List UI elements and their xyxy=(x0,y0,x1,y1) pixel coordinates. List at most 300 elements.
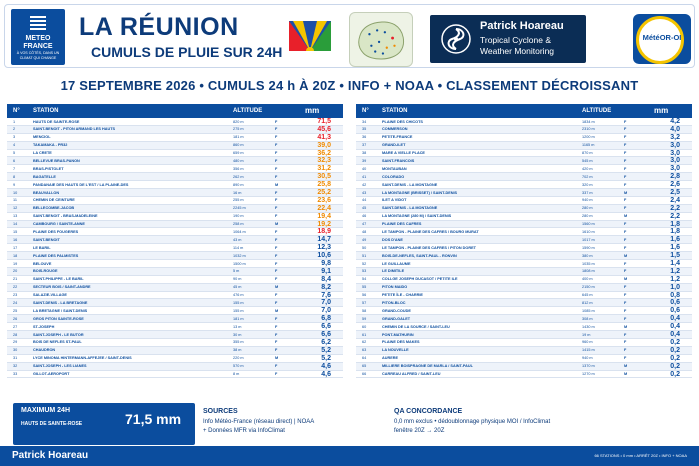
row-station: HAUTS DE SAINTE-ROSE xyxy=(33,119,80,124)
table-row xyxy=(356,221,692,229)
row-source: F xyxy=(275,253,278,258)
row-value: 3,0 xyxy=(670,141,680,149)
col-mm: mm xyxy=(305,106,320,115)
row-value: 1,6 xyxy=(670,236,680,244)
row-station: SAINT-JOSEPH - LES LIANES xyxy=(33,364,87,369)
row-value: 6,6 xyxy=(321,331,331,339)
row-altitude: 890 m xyxy=(233,182,244,187)
footer-bar xyxy=(0,446,699,466)
table-row xyxy=(7,252,343,260)
row-altitude: 155 m xyxy=(233,300,244,305)
row-station: GILLOT-AEROPORT xyxy=(33,372,70,376)
row-rank: 55 xyxy=(362,285,367,290)
row-source: F xyxy=(624,316,627,321)
row-source: M xyxy=(624,372,628,376)
row-altitude: 181 m xyxy=(233,316,244,321)
row-value: 2,4 xyxy=(670,196,680,204)
row-station: LA BRETAGNE / SAINT-DENIS xyxy=(33,308,88,313)
row-value: 0,2 xyxy=(670,354,680,362)
row-value: 4,0 xyxy=(670,125,680,133)
row-rank: 4 xyxy=(13,143,16,148)
row-station: SAINT-BENOIT - PITON ARMAND LES HAUTS xyxy=(33,127,116,132)
row-station: PITON MAIDO xyxy=(382,285,408,290)
row-source: F xyxy=(275,277,278,282)
row-rank: 21 xyxy=(13,277,18,282)
table-row xyxy=(356,292,692,300)
row-altitude: 38 m xyxy=(233,348,242,353)
table-row xyxy=(7,150,343,158)
ranking-table-left xyxy=(7,104,343,378)
table-row xyxy=(356,236,692,244)
row-altitude: 114 m xyxy=(233,245,244,250)
row-value: 4,6 xyxy=(321,362,331,370)
row-station: LE TAMPON - PLAINE DES CAFRES / PITON DORET xyxy=(382,245,476,250)
row-rank: 54 xyxy=(362,277,367,282)
row-source: F xyxy=(624,269,627,274)
row-value: 6,6 xyxy=(321,323,331,331)
row-source: F xyxy=(624,356,627,361)
row-rank: 46 xyxy=(362,214,367,219)
row-source: F xyxy=(275,151,278,156)
row-rank: 26 xyxy=(13,316,18,321)
row-altitude: 1032 m xyxy=(233,253,246,258)
partner-name: Patrick Hoareau xyxy=(480,20,564,32)
row-altitude: 320 m xyxy=(582,182,593,187)
row-value: 0,2 xyxy=(670,362,680,370)
row-station: SECTEUR BOIS / SAINT-ANDRE xyxy=(33,285,91,290)
table-row xyxy=(356,268,692,276)
row-altitude: 258 m xyxy=(233,222,244,227)
row-value: 1,5 xyxy=(670,252,680,260)
row-source: F xyxy=(275,206,278,211)
table-row xyxy=(356,307,692,315)
row-source: M xyxy=(275,222,279,227)
row-value: 32,3 xyxy=(317,157,331,165)
row-source: F xyxy=(275,174,278,179)
row-source: M xyxy=(624,253,628,258)
meteor-oi-logo xyxy=(633,14,691,64)
row-source: F xyxy=(275,158,278,163)
row-altitude: 355 m xyxy=(233,340,244,345)
row-station: PETITE-FRANCE xyxy=(382,135,413,140)
row-station: COMMERSON xyxy=(382,127,408,132)
row-rank: 12 xyxy=(13,206,18,211)
table-row xyxy=(7,363,343,371)
row-value: 23,6 xyxy=(317,196,331,204)
row-station: CAMBOURG / SAINTE-ANNE xyxy=(33,222,85,227)
row-source: F xyxy=(275,143,278,148)
table-body xyxy=(356,118,692,378)
row-station: SAINT-DENIS - LA MONTAGNE xyxy=(382,206,438,211)
row-value: 0,2 xyxy=(670,338,680,346)
row-value: 1,2 xyxy=(670,275,680,283)
table-row xyxy=(7,118,343,126)
row-station: COLLGE JOSEPH DUCASOT / PETITE ILE xyxy=(382,277,458,282)
row-source: F xyxy=(624,174,627,179)
row-value: 1,8 xyxy=(670,220,680,228)
row-rank: 30 xyxy=(13,348,18,353)
row-source: M xyxy=(624,364,628,369)
maximum-station: HAUTS DE SAINTE-ROSE xyxy=(21,421,83,427)
row-source: F xyxy=(275,300,278,305)
row-station: BELLEVUE BRAS-PANON xyxy=(33,158,80,163)
row-rank: 35 xyxy=(362,127,367,132)
row-rank: 61 xyxy=(362,332,367,337)
row-source: F xyxy=(275,372,278,376)
row-rank: 17 xyxy=(13,245,18,250)
row-station: PLAINE DES CAFRES xyxy=(382,222,422,227)
maximum-title: MAXIMUM 24H xyxy=(21,407,71,414)
table-row xyxy=(356,142,692,150)
row-station: LE DIMITILE xyxy=(382,269,405,274)
row-station: SAINT-BENOIT xyxy=(33,237,60,242)
qa-line1: 0,0 mm exclus • dédoublonnage physique MOI / InfoClimat xyxy=(394,419,551,425)
row-altitude: 280 m xyxy=(582,214,593,219)
header xyxy=(4,4,695,68)
row-source: F xyxy=(275,332,278,337)
row-source: F xyxy=(624,127,627,132)
table-row xyxy=(7,355,343,363)
page-subtitle: CUMULS DE PLUIE SUR 24H xyxy=(91,44,283,60)
row-value: 0,4 xyxy=(670,315,680,323)
row-source: F xyxy=(624,308,627,313)
row-altitude: 820 m xyxy=(233,119,244,124)
row-value: 5,2 xyxy=(321,354,331,362)
row-rank: 27 xyxy=(13,324,18,329)
row-rank: 38 xyxy=(362,151,367,156)
row-source: M xyxy=(624,214,628,219)
table-row xyxy=(356,371,692,379)
table-row xyxy=(7,339,343,347)
row-altitude: 2150 m xyxy=(582,285,595,290)
row-altitude: 337 m xyxy=(582,190,593,195)
table-row xyxy=(7,142,343,150)
row-value: 71,5 xyxy=(317,118,331,125)
row-value: 41,3 xyxy=(317,133,331,141)
row-altitude: 380 m xyxy=(582,253,593,258)
row-altitude: 1415 m xyxy=(582,348,595,353)
row-value: 2,8 xyxy=(670,173,680,181)
table-header xyxy=(356,104,692,118)
table-row xyxy=(356,157,692,165)
row-source: F xyxy=(624,158,627,163)
row-rank: 5 xyxy=(13,151,16,156)
row-station: LA CRETE xyxy=(33,151,52,156)
table-row xyxy=(7,331,343,339)
row-source: F xyxy=(275,348,278,353)
row-source: M xyxy=(275,356,279,361)
row-altitude: 1560 m xyxy=(582,222,595,227)
row-station: GROS PITON SAINTE-ROSE xyxy=(33,316,84,321)
row-rank: 49 xyxy=(362,237,367,242)
row-rank: 34 xyxy=(362,119,367,124)
row-rank: 56 xyxy=(362,293,367,298)
row-value: 12,3 xyxy=(317,244,331,252)
row-station: SAINT-JOSEPH - LE BUTOR xyxy=(33,332,84,337)
sources-line2: + Données MFR via InfoClimat xyxy=(203,428,285,434)
row-station: BOIS DE NEFLES ST-PAUL xyxy=(33,340,82,345)
row-source: F xyxy=(624,332,627,337)
row-source: F xyxy=(624,198,627,203)
row-source: F xyxy=(624,206,627,211)
table-row xyxy=(356,197,692,205)
row-value: 0,6 xyxy=(670,299,680,307)
partner-line1: Tropical Cyclone & xyxy=(480,35,552,45)
row-station: SAINT-PHILIPPE - LE BARIL xyxy=(33,277,84,282)
row-station: ILET A VIDOT xyxy=(382,198,407,203)
row-altitude: 13 m xyxy=(233,324,242,329)
row-rank: 50 xyxy=(362,245,367,250)
row-source: F xyxy=(624,261,627,266)
table-row xyxy=(7,347,343,355)
row-rank: 24 xyxy=(13,300,18,305)
row-value: 6,2 xyxy=(321,338,331,346)
table-row xyxy=(7,268,343,276)
row-value: 7,0 xyxy=(321,307,331,315)
row-rank: 1 xyxy=(13,119,16,124)
row-source: F xyxy=(624,182,627,187)
table-row xyxy=(7,181,343,189)
row-value: 31,2 xyxy=(317,165,331,173)
row-value: 1,8 xyxy=(670,228,680,236)
row-source: F xyxy=(275,135,278,140)
row-station: PLAINE DES PALMISTES xyxy=(33,253,79,258)
row-altitude: 960 m xyxy=(582,340,593,345)
row-altitude: 356 m xyxy=(233,166,244,171)
row-rank: 29 xyxy=(13,340,18,345)
table-row xyxy=(356,276,692,284)
row-value: 2,2 xyxy=(670,212,680,220)
table-body xyxy=(7,118,343,378)
table-row xyxy=(7,236,343,244)
qa-line2: fenêtre 20Z → 20Z xyxy=(394,428,445,434)
row-value: 3,0 xyxy=(670,165,680,173)
row-value: 14,7 xyxy=(317,236,331,244)
row-value: 1,4 xyxy=(670,260,680,268)
row-station: SAINT-FRANCOIS xyxy=(382,158,415,163)
sources-title: SOURCES xyxy=(203,408,238,415)
table-row xyxy=(356,205,692,213)
qa-title: QA CONCORDANCE xyxy=(394,408,463,415)
row-altitude: 30 m xyxy=(233,332,242,337)
row-altitude: 2245 m xyxy=(233,206,246,211)
row-source: F xyxy=(624,340,627,345)
row-source: M xyxy=(275,285,279,290)
row-altitude: 43 m xyxy=(233,237,242,242)
row-rank: 59 xyxy=(362,316,367,321)
table-row xyxy=(7,315,343,323)
reunion-flag-icon xyxy=(289,21,331,51)
row-altitude: 480 m xyxy=(233,158,244,163)
row-source: F xyxy=(624,245,627,250)
row-altitude: 860 m xyxy=(233,143,244,148)
row-station: LA MONTAGNE (BRISSET) / SAINT-DENIS xyxy=(382,190,458,195)
partner-line2: Weather Monitoring xyxy=(480,46,555,56)
row-station: SAINT-BENOIT - BRAS-MADELEINE xyxy=(33,214,98,219)
table-row xyxy=(356,165,692,173)
row-station: BELOUVE xyxy=(33,261,52,266)
row-rank: 23 xyxy=(13,293,18,298)
row-value: 4,2 xyxy=(670,118,680,125)
row-value: 45,6 xyxy=(317,125,331,133)
col-station: STATION xyxy=(33,108,59,114)
row-value: 2,6 xyxy=(670,181,680,189)
table-row xyxy=(356,150,692,158)
table-row xyxy=(356,213,692,221)
row-altitude: 570 m xyxy=(233,364,244,369)
row-station: CHEMIN DE LA SOURCE / SAINT-LEU xyxy=(382,324,450,329)
row-rank: 64 xyxy=(362,356,367,361)
row-source: F xyxy=(275,229,278,234)
row-rank: 13 xyxy=(13,214,18,219)
row-source: F xyxy=(275,127,278,132)
row-altitude: 702 m xyxy=(582,174,593,179)
table-row xyxy=(7,126,343,134)
sources-line1: Info Météo-France (réseau direct) | NOAA xyxy=(203,419,315,425)
row-altitude: 1808 m xyxy=(582,269,595,274)
row-rank: 25 xyxy=(13,308,18,313)
row-altitude: 420 m xyxy=(582,166,593,171)
row-value: 0,4 xyxy=(670,323,680,331)
row-source: M xyxy=(624,324,628,329)
row-rank: 48 xyxy=(362,229,367,234)
row-value: 1,2 xyxy=(670,267,680,275)
row-source: F xyxy=(624,151,627,156)
row-altitude: 2310 m xyxy=(582,127,595,132)
row-altitude: 1035 m xyxy=(582,261,595,266)
table-row xyxy=(7,323,343,331)
row-station: MENCIOL xyxy=(33,135,51,140)
col-altitude: ALTITUDE xyxy=(233,108,263,114)
row-station: ST-JOSEPH xyxy=(33,324,55,329)
row-rank: 51 xyxy=(362,253,367,258)
table-row xyxy=(356,339,692,347)
row-source: F xyxy=(275,364,278,369)
row-source: F xyxy=(275,237,278,242)
table-row xyxy=(356,228,692,236)
row-value: 19,4 xyxy=(317,212,331,220)
cyclone-icon xyxy=(440,23,472,55)
table-row xyxy=(356,252,692,260)
table-row xyxy=(7,228,343,236)
table-row xyxy=(7,197,343,205)
row-rank: 57 xyxy=(362,300,367,305)
row-value: 0,4 xyxy=(670,331,680,339)
table-header xyxy=(7,104,343,118)
island-map-icon xyxy=(349,12,413,67)
table-row xyxy=(356,347,692,355)
row-station: LE TAMPON - PLAINE DES CAFRES / BOURG MURAT xyxy=(382,229,479,234)
table-row xyxy=(7,371,343,379)
row-altitude: 255 m xyxy=(233,198,244,203)
row-station: SAINT-DENIS - LA MONTAGNE xyxy=(382,182,438,187)
row-rank: 18 xyxy=(13,253,18,258)
row-altitude: 940 m xyxy=(582,356,593,361)
row-rank: 22 xyxy=(13,285,18,290)
row-altitude: 400 m xyxy=(582,277,593,282)
col-station: STATION xyxy=(382,108,408,114)
row-altitude: 1270 m xyxy=(582,372,595,376)
table-row xyxy=(7,173,343,181)
table-row xyxy=(7,205,343,213)
table-row xyxy=(7,299,343,307)
row-altitude: 262 m xyxy=(233,174,244,179)
row-station: CARREAU ALFRED / SAINT-LEU xyxy=(382,372,441,376)
row-value: 7,0 xyxy=(321,299,331,307)
col-altitude: ALTITUDE xyxy=(582,108,612,114)
row-source: F xyxy=(275,269,278,274)
row-altitude: 1610 m xyxy=(582,229,595,234)
row-rank: 6 xyxy=(13,158,16,163)
row-source: F xyxy=(624,135,627,140)
row-value: 25,2 xyxy=(317,189,331,197)
row-value: 39,0 xyxy=(317,141,331,149)
row-source: F xyxy=(275,190,278,195)
row-altitude: 659 m xyxy=(233,151,244,156)
row-source: F xyxy=(275,245,278,250)
row-altitude: 1017 m xyxy=(582,237,595,242)
row-rank: 52 xyxy=(362,261,367,266)
row-altitude: 870 m xyxy=(582,151,593,156)
table-row xyxy=(7,307,343,315)
row-altitude: 5 m xyxy=(233,269,240,274)
row-source: F xyxy=(624,300,627,305)
row-station: PITON-BLOC xyxy=(382,300,406,305)
table-row xyxy=(356,260,692,268)
row-station: LA MONTAGNE (280 M) / SAINT-DENIS xyxy=(382,214,452,219)
table-row xyxy=(356,181,692,189)
row-source: F xyxy=(275,340,278,345)
row-altitude: 1085 m xyxy=(582,308,595,313)
row-station: CHEMIN DE CEINTURE xyxy=(33,198,75,203)
table-row xyxy=(7,165,343,173)
row-rank: 2 xyxy=(13,127,16,132)
row-station: GRAND-ILET xyxy=(382,143,406,148)
row-rank: 41 xyxy=(362,174,367,179)
meteo-france-lines-icon xyxy=(30,14,46,30)
row-altitude: 220 m xyxy=(233,356,244,361)
row-value: 18,9 xyxy=(317,228,331,236)
row-altitude: 19 m xyxy=(582,332,591,337)
table-row xyxy=(356,134,692,142)
row-altitude: 1165 m xyxy=(582,143,595,148)
partner-banner xyxy=(430,15,586,63)
row-source: F xyxy=(624,222,627,227)
row-station: LE GUILLAUME xyxy=(382,261,411,266)
meteo-france-logo xyxy=(11,9,65,65)
row-station: BOIS-DE-NEFLES, SAINT-PAUL - RONVIN xyxy=(382,253,457,258)
row-altitude: 190 m xyxy=(233,214,244,219)
row-value: 0,2 xyxy=(670,370,680,378)
row-rank: 8 xyxy=(13,174,16,179)
row-station: BEAUVALLON xyxy=(33,190,60,195)
col-num: N° xyxy=(362,108,369,114)
row-source: M xyxy=(275,182,279,187)
logo-name: METEO FRANCE xyxy=(23,35,53,50)
row-source: M xyxy=(624,190,628,195)
row-rank: 45 xyxy=(362,206,367,211)
meteor-oi-label: MétéOR-OI xyxy=(642,33,682,42)
row-value: 2,2 xyxy=(670,204,680,212)
row-rank: 47 xyxy=(362,222,367,227)
row-rank: 16 xyxy=(13,237,18,242)
row-value: 25,8 xyxy=(317,181,331,189)
row-rank: 66 xyxy=(362,372,367,376)
row-altitude: 1064 m xyxy=(233,229,246,234)
row-source: F xyxy=(275,293,278,298)
row-value: 10,6 xyxy=(317,252,331,260)
row-value: 19,2 xyxy=(317,220,331,228)
